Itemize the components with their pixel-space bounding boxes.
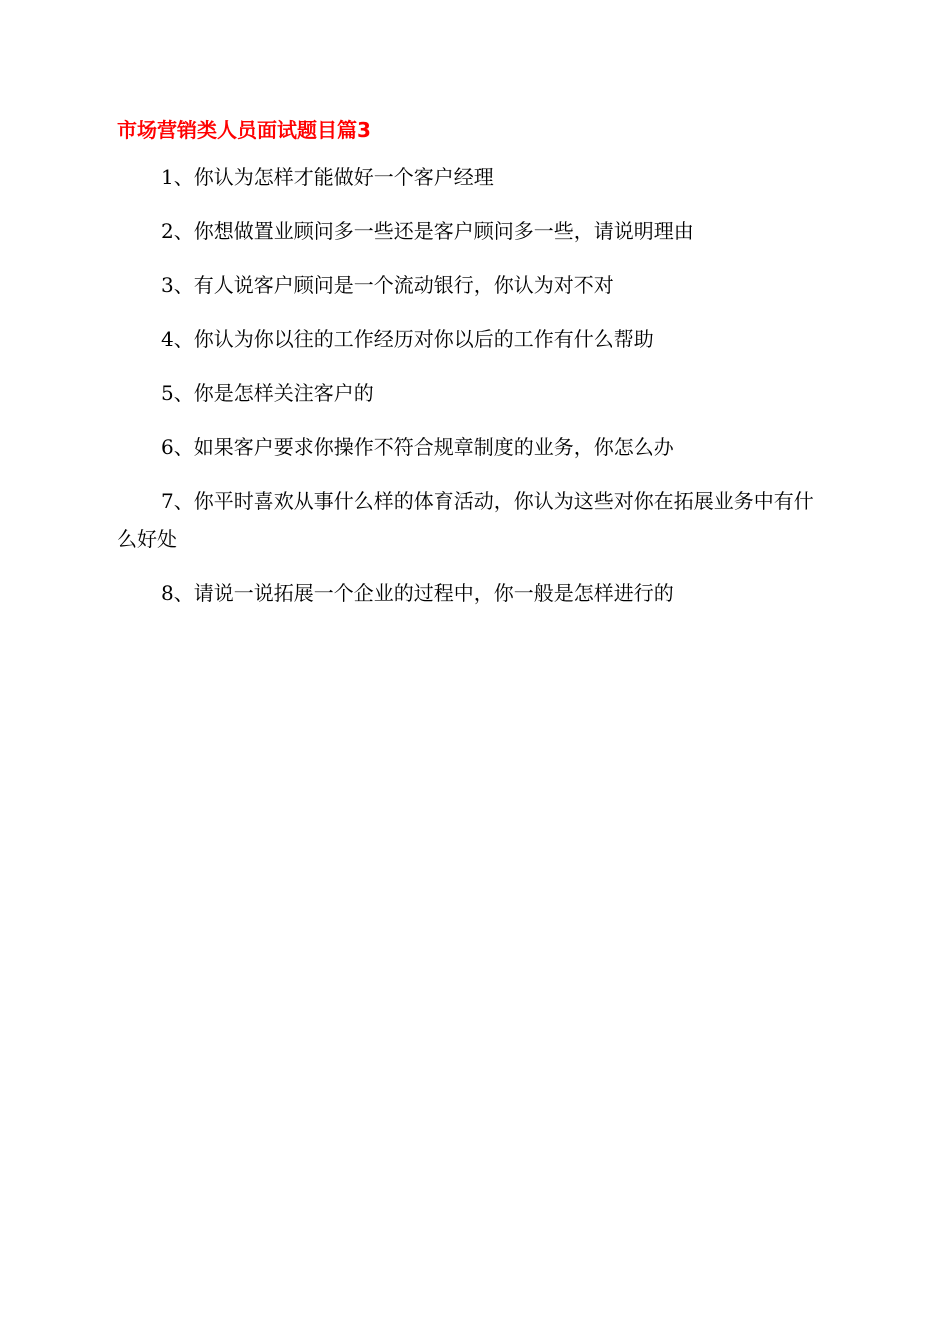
question-8: 8、请说一说拓展一个企业的过程中，你一般是怎样进行的 <box>161 581 674 605</box>
question-6: 6、如果客户要求你操作不符合规章制度的业务，你怎么办 <box>161 435 674 459</box>
question-1: 1、你认为怎样才能做好一个客户经理 <box>161 165 494 189</box>
document-title: 市场营销类人员面试题目篇3 <box>117 118 371 142</box>
question-7: 7、你平时喜欢从事什么样的体育活动，你认为这些对你在拓展业务中有什么好处 <box>117 489 814 551</box>
question-5: 5、你是怎样关注客户的 <box>161 381 374 405</box>
question-list <box>117 158 833 628</box>
question-2: 2、你想做置业顾问多一些还是客户顾问多一些，请说明理由 <box>161 219 694 243</box>
question-3: 3、有人说客户顾问是一个流动银行，你认为对不对 <box>161 273 614 297</box>
question-4: 4、你认为你以往的工作经历对你以后的工作有什么帮助 <box>161 327 654 351</box>
